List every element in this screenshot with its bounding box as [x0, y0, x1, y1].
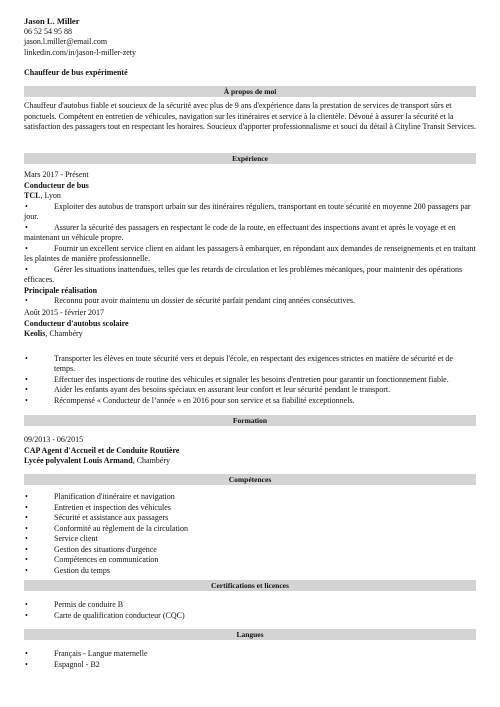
- bullet-icon: •: [25, 502, 28, 512]
- certifications-list: [24, 600, 476, 621]
- bullet-icon: •: [25, 222, 28, 232]
- skills-list: [24, 492, 476, 576]
- job-title-entry: Conducteur d'autobus scolaire: [24, 318, 129, 328]
- section-heading-skills: Compétences: [24, 474, 476, 485]
- job-bullets: [24, 354, 476, 407]
- bullet-icon: •: [25, 374, 28, 384]
- bullet-icon: •: [25, 544, 28, 554]
- school-location: , Chambéry: [132, 456, 171, 465]
- job-title: Chauffeur de bus expérimenté: [24, 68, 128, 77]
- about-section: [24, 101, 476, 133]
- languages-list: [24, 649, 476, 670]
- list-item: • Fournir un excellent service client en aidant les passagers à embarquer, en répondant aux demandes de renseignements et en traitant les plaintes de manière professionnelle.: [24, 243, 476, 263]
- list-item: • Français - Langue maternelle: [25, 649, 148, 658]
- section-heading-languages: Langues: [24, 629, 476, 640]
- list-item: • Sécurité et assistance aux passagers: [25, 513, 169, 522]
- education-section: [24, 435, 476, 467]
- list-item: • Aider les enfants ayant des besoins spéciaux en assurant leur confort et leur sécurité pendant le transport.: [25, 385, 391, 394]
- bullet-icon: •: [25, 534, 28, 543]
- languages-section: [24, 649, 476, 670]
- job-employer: [24, 329, 476, 340]
- certifications-section: [24, 600, 476, 621]
- education-degree: CAP Agent d'Accueil et de Conduite Routière: [24, 445, 180, 455]
- highlight-bullets: [24, 296, 476, 307]
- list-item: • Entretien et inspection des véhicules: [25, 502, 171, 512]
- bullet-icon: •: [25, 353, 28, 363]
- bullet-icon: •: [25, 600, 28, 609]
- email-address: jason.l.miller@email.com: [24, 37, 108, 46]
- list-item: • Gestion des situations d'urgence: [25, 544, 157, 554]
- list-item: • Carte de qualification conducteur (CQC): [25, 610, 185, 620]
- list-item: • Espagnol - B2: [25, 659, 100, 669]
- bullet-icon: •: [25, 395, 28, 405]
- bullet-icon: •: [25, 565, 28, 575]
- bullet-icon: •: [25, 659, 28, 669]
- bullet-icon: •: [25, 385, 28, 394]
- job-dates: Mars 2017 - Présent: [24, 170, 89, 179]
- linkedin-url: linkedin.com/in/jason-l-miller-zety: [24, 47, 137, 57]
- section-heading-education: Formation: [24, 415, 476, 426]
- school-name: Lycée polyvalent Louis Armand: [24, 456, 133, 465]
- phone-number: 06 52 54 95 88: [24, 26, 72, 36]
- section-heading-about: À propos de moi: [24, 86, 476, 97]
- list-item: • Compétences en communication: [25, 555, 159, 564]
- employer-location: , Chambéry: [45, 329, 83, 338]
- about-text: Chauffeur d'autobus fiable et soucieux de la sécurité avec plus de 9 ans d'expérience dans la prestation de services de transport sûrs et ponctuels. Compétent en entretien de véhicules, navigation sur les itinéraires et service à la clientèle. Dévoué à assurer la sécurité et la satisfaction des passagers tout en respectant les horaires. Soucieux d'apporter professionnalisme et souci du détail à Cityline Transit Services.: [24, 101, 476, 131]
- highlight-label: Principale réalisation: [24, 285, 98, 295]
- employer-name: TCL: [24, 191, 41, 200]
- bullet-icon: •: [25, 610, 28, 620]
- contact-header: [24, 16, 476, 58]
- bullet-icon: •: [25, 201, 28, 211]
- skills-section: [24, 492, 476, 576]
- experience-job-2: [24, 308, 476, 406]
- bullet-icon: •: [25, 264, 28, 274]
- list-item: • Transporter les élèves en toute sécurité vers et depuis l'école, en respectant des exigences strictes en matière de sécurité et de temps.: [25, 353, 453, 373]
- bullet-icon: •: [25, 523, 28, 533]
- list-item: • Assurer la sécurité des passagers en respectant le code de la route, en effectuant des inspections avant et après le voyage et en maintenant un véhicule propre.: [24, 222, 456, 242]
- job-dates: Août 2015 - février 2017: [24, 308, 104, 317]
- employer-name: Keolis: [24, 329, 46, 338]
- section-heading-certifications: Certifications et licences: [24, 580, 476, 591]
- experience-job-1: [24, 170, 476, 307]
- section-heading-experience: Expérience: [24, 153, 476, 164]
- education-school-line: [24, 456, 476, 467]
- list-item: • Récompensé « Conducteur de l’année » en 2016 pour son service et sa fiabilité exceptionnels.: [25, 395, 355, 405]
- bullet-icon: •: [25, 649, 28, 658]
- list-item: • Gestion du temps: [25, 565, 110, 575]
- bullet-icon: •: [25, 243, 28, 253]
- list-item: • Service client: [25, 534, 98, 543]
- list-item: • Reconnu pour avoir maintenu un dossier de sécurité parfait pendant cinq années consécutives.: [25, 296, 356, 305]
- list-item: • Permis de conduire B: [25, 600, 124, 609]
- bullet-icon: •: [25, 555, 28, 564]
- education-dates: 09/2013 - 06/2015: [24, 435, 84, 444]
- bullet-icon: •: [25, 296, 28, 305]
- bullet-icon: •: [25, 513, 28, 522]
- job-employer: [24, 191, 476, 202]
- list-item: • Conformité au règlement de la circulation: [25, 523, 188, 533]
- list-item: • Planification d'itinéraire et navigation: [25, 492, 175, 501]
- candidate-name: Jason L. Miller: [24, 16, 80, 26]
- job-bullets: [24, 202, 476, 286]
- bullet-icon: •: [25, 492, 28, 501]
- employer-location: , Lyon: [40, 191, 61, 200]
- list-item: • Gérer les situations inattendues, telles que les retards de circulation et les problèmes mécaniques, pour maintenir des opérations efficaces.: [24, 264, 463, 284]
- list-item: • Exploiter des autobus de transport urbain sur des itinéraires réguliers, transportant en toute sécurité en moyenne 200 passagers par jour.: [24, 201, 471, 221]
- list-item: • Effectuer des inspections de routine des véhicules et signaler les besoins d'entretien pour garantir un fonctionnement fiable.: [25, 374, 449, 384]
- job-title-entry: Conducteur de bus: [24, 180, 89, 190]
